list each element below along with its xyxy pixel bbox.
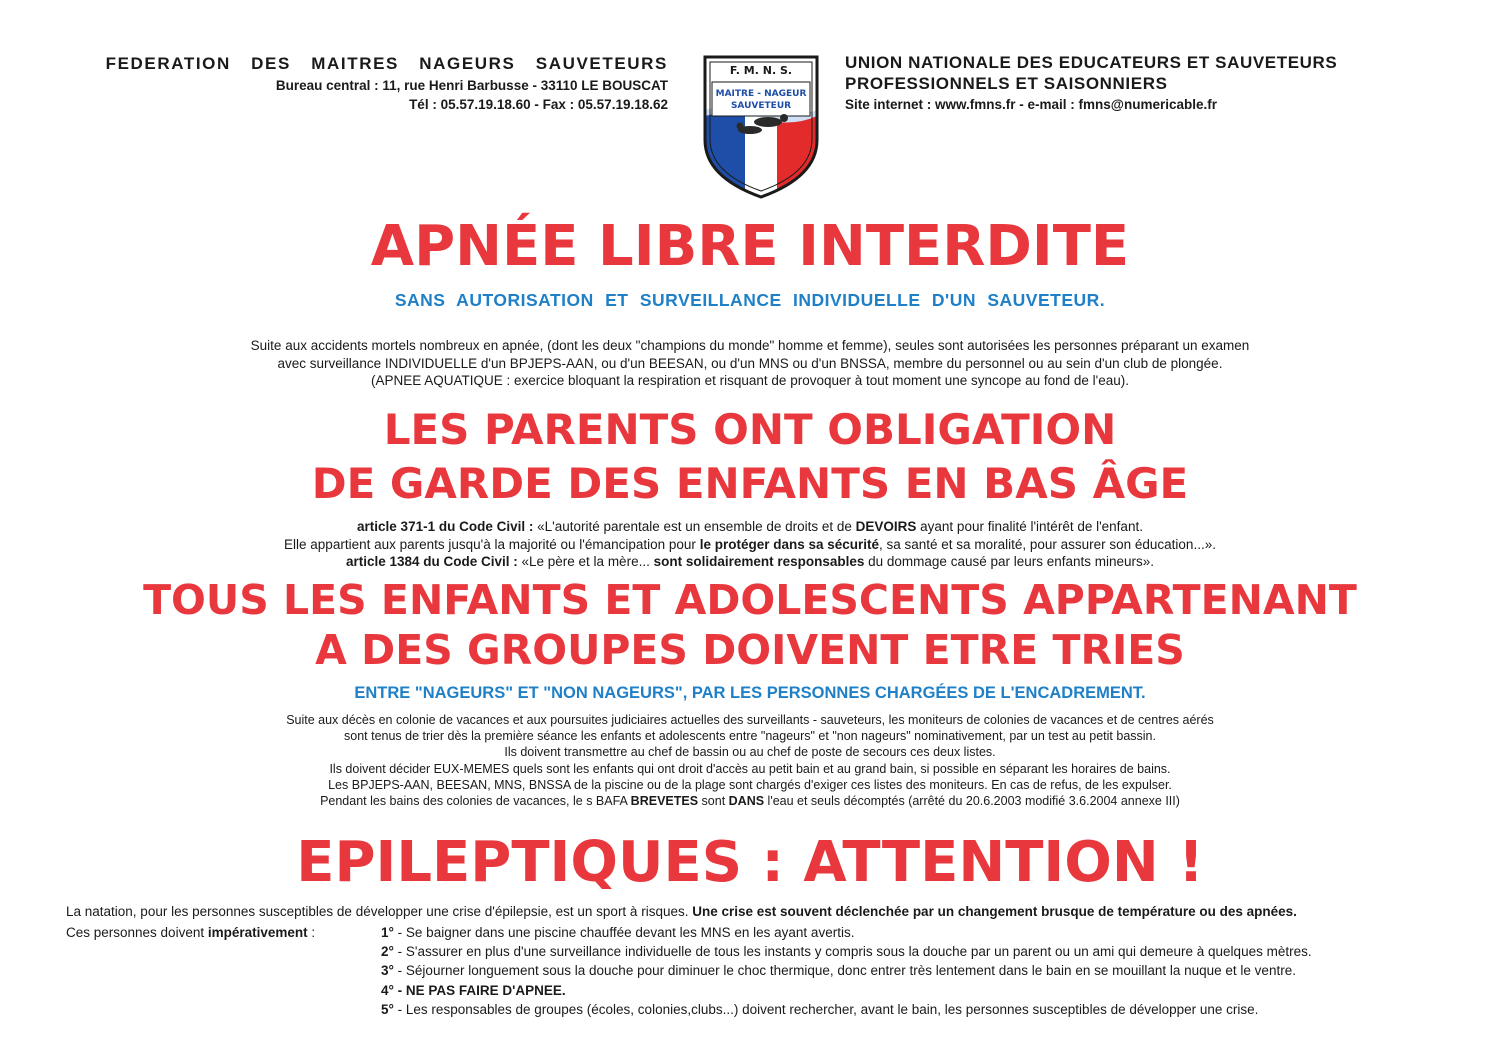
art1-text-a: «L'autorité parentale est un ensemble de droits et de <box>533 519 856 534</box>
line2-text-b: , sa santé et sa moralité, pour assurer son éducation...». <box>879 536 1216 552</box>
union-name-line2: PROFESSIONNELS ET SAISONNIERS <box>845 74 1168 93</box>
logo-top-text: F. M. N. S. <box>729 64 793 77</box>
code-civil-line-1 <box>0 518 1500 536</box>
line2-bold: le protéger dans sa sécurité <box>699 536 880 552</box>
item-number: 1° <box>381 925 394 940</box>
header-right <box>845 52 1485 112</box>
federation-address: Bureau central : 11, rue Henri Barbusse - 33110 LE BOUSCAT <box>275 78 668 93</box>
item-3 <box>381 963 1296 978</box>
item-text: - Les responsables de groupes (écoles, colonies,clubs...) doivent rechercher, avant le bain, les personnes susceptibles de développer une crise. <box>393 1001 1259 1017</box>
last-text-b: sont <box>698 794 729 809</box>
apnee-line-1: Suite aux accidents mortels nombreux en apnée, (dont les deux "champions du monde" homme et femme), seules sont autorisées les personnes préparant un examen <box>250 338 1250 353</box>
groupes-line-2: sont tenus de trier dès la première séance les enfants et adolescents entre "nageurs" et "non nageurs" nominativement, par un test au petit bassin. <box>344 729 1156 744</box>
item-text: - NE PAS FAIRE D'APNEE. <box>393 982 566 998</box>
title-parents-line2: DE GARDE DES ENFANTS EN BAS ÂGE <box>311 459 1189 508</box>
groupes-line-3: Ils doivent transmettre au chef de bassin ou au chef de poste de secours ces deux listes. <box>504 745 996 760</box>
item-number: 2° <box>381 944 394 960</box>
item-text: - Séjourner longuement sous la douche pour diminuer le choc thermique, donc entrer très lentement dans le bain en se mouillant la nuque et le ventre. <box>393 963 1296 979</box>
last-text-c: l'eau et seuls décomptés (arrêté du 20.6.2003 modifié 3.6.2004 annexe III) <box>764 794 1180 809</box>
groupes-line-6 <box>0 793 1500 809</box>
item-text: - S'assurer en plus d'une surveillance individuelle de tous les instants y compris sous la douche par un parent ou un ami qui demeure à quelques mètres. <box>393 944 1312 960</box>
title-parents-line1: LES PARENTS ONT OBLIGATION <box>383 405 1117 454</box>
dans-bold: DANS <box>728 794 765 809</box>
paragraph-code-civil <box>0 518 1500 571</box>
logo-band-line2: SAUVETEUR <box>730 101 792 111</box>
devoirs-bold: DEVOIRS <box>855 519 917 534</box>
intro-text: La natation, pour les personnes susceptibles de développer une crise d'épilepsie, est un sport à risques. <box>66 904 693 919</box>
line2-text-a: Elle appartient aux parents jusqu'à la majorité ou l'émancipation pour <box>284 536 700 552</box>
imperativement-bold: impérativement <box>207 925 308 940</box>
lead-text-a: Ces personnes doivent <box>66 925 208 940</box>
lead-text-b: : <box>307 925 316 940</box>
art2-text-a: «Le père et la mère... <box>517 554 654 569</box>
title-groupes-line1: TOUS LES ENFANTS ET ADOLESCENTS APPARTENANT <box>143 576 1357 624</box>
code-civil-line-3 <box>0 553 1500 571</box>
code-civil-line-2 <box>0 536 1500 554</box>
intro-bold: Une crise est souvent déclenchée par un changement brusque de température ou des apnées. <box>692 904 1297 919</box>
federation-name: FEDERATION DES MAITRES NAGEURS SAUVETEURS <box>105 54 668 73</box>
item-1 <box>381 925 854 940</box>
union-web-contact: Site internet : www.fmns.fr - e-mail : fmns@numericable.fr <box>845 97 1217 112</box>
title-groupes-line2: A DES GROUPES DOIVENT ETRE TRIES <box>315 626 1185 674</box>
epilepsy-intro <box>66 904 1486 919</box>
list-item <box>66 925 1486 944</box>
art1-text-b: ayant pour finalité l'intérêt de l'enfant. <box>916 519 1143 534</box>
art2-text-b: du dommage causé par leurs enfants mineurs». <box>864 554 1155 569</box>
art2-bold: sont solidairement responsables <box>653 554 865 569</box>
union-name-line1: UNION NATIONALE DES EDUCATEURS ET SAUVETEURS <box>845 53 1338 72</box>
epilepsy-lead <box>66 925 376 940</box>
title-apnee: APNÉE LIBRE INTERDITE <box>370 214 1130 279</box>
article-371-ref: article 371-1 du Code Civil : <box>357 519 534 534</box>
subtitle-apnee: SANS AUTORISATION ET SURVEILLANCE INDIVIDUELLE D'UN SAUVETEUR. <box>394 290 1106 310</box>
item-number: 4° <box>381 982 394 998</box>
item-2 <box>381 944 1312 959</box>
federation-phone: Tél : 05.57.19.18.60 - Fax : 05.57.19.18.62 <box>409 97 668 112</box>
title-epileptiques: EPILEPTIQUES : ATTENTION ! <box>296 830 1204 895</box>
apnee-line-3: (APNEE AQUATIQUE : exercice bloquant la respiration et risquant de provoquer à tout moment une syncope au fond de l'eau). <box>371 373 1129 388</box>
list-item <box>66 963 1486 982</box>
list-item <box>66 983 1486 1002</box>
apnee-line-2: avec surveillance INDIVIDUELLE d'un BPJEPS-AAN, ou d'un BEESAN, ou d'un MNS ou d'un BNSSA, membre du personnel ou au sein d'un club de plongée. <box>277 355 1223 371</box>
paragraph-groupes <box>0 712 1500 809</box>
item-number: 3° <box>381 963 394 979</box>
groupes-line-5: Les BPJEPS-AAN, BEESAN, MNS, BNSSA de la piscine ou de la plage sont chargés d'exiger ces listes des moniteurs. En cas de refus, de les expulser. <box>328 777 1172 792</box>
groupes-line-4: Ils doivent décider EUX-MEMES quels sont les enfants qui ont droit d'accès au petit bain et au grand bain, si possible en séparant les horaires de bains. <box>329 761 1171 776</box>
item-number: 5° <box>381 1001 394 1017</box>
list-item <box>66 944 1486 963</box>
groupes-line-1: Suite aux décès en colonie de vacances et aux poursuites judiciaires actuelles des surveillants - sauveteurs, les moniteurs de colonies de vacances et de centres aérés <box>286 713 1214 727</box>
header-left <box>60 54 668 112</box>
list-item <box>66 1002 1486 1021</box>
brevetes-bold: BREVETES <box>630 794 699 809</box>
last-text-a: Pendant les bains des colonies de vacances, le s BAFA <box>320 794 631 809</box>
subtitle-groupes: ENTRE "NAGEURS" ET "NON NAGEURS", PAR LES PERSONNES CHARGÉES DE L'ENCADREMENT. <box>354 684 1146 702</box>
shield-icon <box>700 52 822 202</box>
item-5 <box>381 1002 1258 1017</box>
article-1384-ref: article 1384 du Code Civil : <box>345 554 518 569</box>
item-text: - Se baigner dans une piscine chauffée devant les MNS en les ayant avertis. <box>393 925 855 940</box>
epilepsy-list <box>66 925 1486 1021</box>
fmns-logo <box>700 52 822 202</box>
paragraph-apnee <box>0 337 1500 390</box>
item-4 <box>381 983 566 998</box>
logo-band-line1: MAITRE - NAGEUR <box>715 89 807 99</box>
